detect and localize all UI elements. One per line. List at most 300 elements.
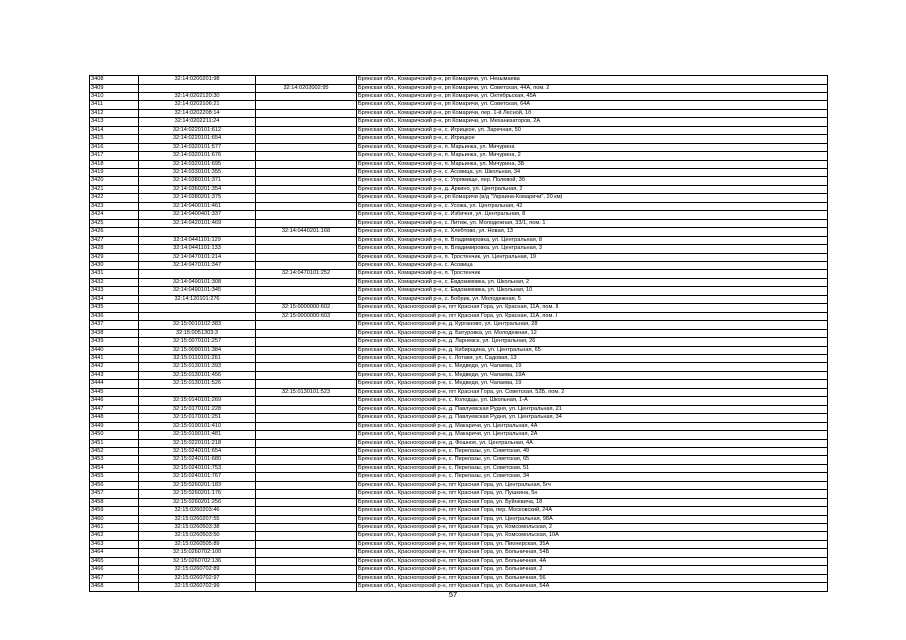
- premises-cadastral-number-cell: [256, 177, 357, 186]
- address-cell: Брянская обл., Комаричский р-н, п. Тростенчик, ул. Центральная, 19: [357, 253, 828, 261]
- row-number-cell: 3426: [90, 228, 139, 237]
- cadastral-number-cell: 32:15:0260207:55: [139, 515, 256, 524]
- premises-cadastral-number-cell: 32:15:0130101:523: [256, 388, 357, 396]
- row-number-cell: 3416: [90, 143, 139, 152]
- table-row: [90, 118, 828, 126]
- address-cell: Брянская обл., Красногорский р-н, д. Павлуевская Рудня, ул. Центральная, 34: [357, 414, 828, 423]
- row-number-cell: 3429: [90, 253, 139, 261]
- row-number-cell: 3457: [90, 490, 139, 498]
- premises-cadastral-number-cell: [256, 397, 357, 406]
- premises-cadastral-number-cell: [256, 439, 357, 447]
- row-number-cell: 3434: [90, 295, 139, 304]
- row-number-cell: 3432: [90, 278, 139, 287]
- cadastral-number-cell: 32:14:0320101:577: [139, 143, 256, 152]
- row-number-cell: 3427: [90, 236, 139, 244]
- address-cell: Брянская обл., Красногорский р-н, с. Перелазы, ул. Советская, 51: [357, 464, 828, 473]
- cadastral-number-cell: 32:14:0470101:214: [139, 253, 256, 261]
- row-number-cell: 3446: [90, 397, 139, 406]
- cadastral-number-cell: 32:14:0490101:345: [139, 287, 256, 295]
- premises-cadastral-number-cell: [256, 338, 357, 346]
- table-row: [90, 194, 828, 203]
- address-cell: Брянская обл., Комаричский р-н, с. Игрицкое, ул. Заречная, 50: [357, 126, 828, 135]
- address-cell: Брянская обл., Комаричский р-н, с. Асовица, ул. Школьная, 34: [357, 169, 828, 177]
- page-number: 57: [448, 590, 458, 599]
- row-number-cell: 3463: [90, 540, 139, 548]
- table-row: [90, 160, 828, 169]
- address-cell: Брянская обл., Красногорский р-н, с. Перелазы, ул. Советская, 65: [357, 456, 828, 464]
- row-number-cell: 3464: [90, 549, 139, 558]
- row-number-cell: 3467: [90, 574, 139, 582]
- premises-cadastral-number-cell: [256, 574, 357, 582]
- table-row: [90, 278, 828, 287]
- table-row: [90, 532, 828, 541]
- table-row: [90, 405, 828, 413]
- cadastral-number-cell: 32:14:0220101:612: [139, 126, 256, 135]
- table-row: [90, 464, 828, 473]
- premises-cadastral-number-cell: 32:14:0202002:95: [256, 84, 357, 92]
- address-cell: Брянская обл., Красногорский р-н, пгт Красная Гора, ул. Больничная, 2: [357, 566, 828, 575]
- table-row: [90, 92, 828, 101]
- premises-cadastral-number-cell: [256, 380, 357, 389]
- table-row: [90, 524, 828, 532]
- address-cell: Брянская обл., Комаричский р-н, с. Литиж, ул. Молодежная, 33/1, пом. 1: [357, 219, 828, 227]
- cadastral-number-cell: 32:15:0260503:50: [139, 532, 256, 541]
- premises-cadastral-number-cell: [256, 515, 357, 524]
- table-row: [90, 540, 828, 548]
- cadastral-number-cell: 32:14:0202208:14: [139, 109, 256, 118]
- premises-cadastral-number-cell: [256, 126, 357, 135]
- cadastral-number-cell: 32:15:0260201:256: [139, 498, 256, 507]
- row-number-cell: 3420: [90, 177, 139, 186]
- address-cell: Брянская обл., Красногорский р-н, д. Павлуевская Рудня, ул. Центральная, 21: [357, 405, 828, 413]
- table-row: [90, 515, 828, 524]
- cadastral-number-cell: [139, 304, 256, 312]
- address-cell: Брянская обл., Комаричский р-н, с. Хлебтово, ул. Новая, 13: [357, 228, 828, 237]
- cadastral-number-cell: [139, 228, 256, 237]
- cadastral-number-cell: 32:15:0110101:261: [139, 355, 256, 363]
- address-cell: Брянская обл., Красногорский р-н, с. Перелазы, ул. Советская, 49: [357, 447, 828, 456]
- address-cell: Брянская обл., Красногорский р-н, пгт Красная Гора, ул. Больничная, 54Б: [357, 549, 828, 558]
- cadastral-number-cell: 32:15:0190101:410: [139, 422, 256, 430]
- address-cell: Брянская обл., Комаричский р-н, рп Комаричи, ул. Незымаева: [357, 76, 828, 85]
- premises-cadastral-number-cell: [256, 219, 357, 227]
- row-number-cell: 3450: [90, 431, 139, 440]
- cadastral-number-cell: 32:15:0130101:526: [139, 380, 256, 389]
- address-cell: Брянская обл., Красногорский р-н, д. Курганово, ул. Центральная, 28: [357, 321, 828, 329]
- premises-cadastral-number-cell: [256, 109, 357, 118]
- table-row: [90, 346, 828, 355]
- cadastral-number-cell: 32:14:0202211:24: [139, 118, 256, 126]
- table-row: [90, 414, 828, 423]
- cadastral-number-cell: 32:15:0260203:46: [139, 507, 256, 515]
- table-row: [90, 473, 828, 481]
- row-number-cell: 3445: [90, 388, 139, 396]
- cadastral-number-cell: 32:15:0240101:680: [139, 456, 256, 464]
- cadastral-number-cell: 32:15:0190101:481: [139, 431, 256, 440]
- table-row: [90, 76, 828, 85]
- premises-cadastral-number-cell: [256, 405, 357, 413]
- cadastral-number-cell: 32:15:0240101:753: [139, 464, 256, 473]
- premises-cadastral-number-cell: [256, 202, 357, 210]
- premises-cadastral-number-cell: [256, 431, 357, 440]
- cadastral-number-cell: 32:14:0202120:30: [139, 92, 256, 101]
- address-cell: Брянская обл., Комаричский р-н, рп Комаричи, ул. Октябрьская, 45А: [357, 92, 828, 101]
- table-row: [90, 481, 828, 490]
- address-cell: Брянская обл., Красногорский р-н, с. Перелазы, ул. Советская, 34: [357, 473, 828, 481]
- premises-cadastral-number-cell: [256, 447, 357, 456]
- premises-cadastral-number-cell: [256, 92, 357, 101]
- row-number-cell: 3461: [90, 524, 139, 532]
- address-cell: Брянская обл., Красногорский р-н, пгт Красная Гора, ул. Пионерская, 35А: [357, 540, 828, 548]
- premises-cadastral-number-cell: [256, 185, 357, 193]
- table-row: [90, 388, 828, 396]
- row-number-cell: 3465: [90, 557, 139, 565]
- table-row: [90, 109, 828, 118]
- row-number-cell: 3466: [90, 566, 139, 575]
- row-number-cell: 3451: [90, 439, 139, 447]
- address-cell: Брянская обл., Красногорский р-н, д. Батуровка, ул. Молодежная, 12: [357, 329, 828, 338]
- cadastral-number-cell: 32:14:0470101:347: [139, 261, 256, 270]
- table-row: [90, 152, 828, 160]
- cadastral-number-cell: 32:14:0441101:133: [139, 245, 256, 254]
- address-cell: Брянская обл., Комаричский р-н, рп Комаричи, ул. Советская, 64А: [357, 101, 828, 109]
- table-row: [90, 169, 828, 177]
- premises-cadastral-number-cell: [256, 498, 357, 507]
- cadastral-number-cell: 32:15:0260702:99: [139, 583, 256, 592]
- row-number-cell: 3449: [90, 422, 139, 430]
- table-row: [90, 101, 828, 109]
- cadastral-number-cell: 32:15:0130101:393: [139, 363, 256, 372]
- address-cell: Брянская обл., Комаричский р-н, с. Усожа, ул. Центральная, 42: [357, 202, 828, 210]
- cadastral-number-cell: 32:15:0260702:97: [139, 574, 256, 582]
- table-row: [90, 261, 828, 270]
- premises-cadastral-number-cell: [256, 143, 357, 152]
- address-cell: Брянская обл., Красногорский р-н, пгт Красная Гора, ул. Комсомольская, 10А: [357, 532, 828, 541]
- table-row: [90, 380, 828, 389]
- cadastral-number-cell: [139, 270, 256, 278]
- cadastral-number-cell: 32:14:0441101:129: [139, 236, 256, 244]
- cadastral-number-cell: 32:14:0400401:337: [139, 211, 256, 220]
- row-number-cell: 3410: [90, 92, 139, 101]
- table-row: [90, 355, 828, 363]
- cadastral-number-cell: 32:14:0360201:354: [139, 185, 256, 193]
- row-number-cell: 3452: [90, 447, 139, 456]
- cadastral-number-cell: [139, 388, 256, 396]
- table-row: [90, 177, 828, 186]
- cadastral-number-cell: 32:15:0170101:228: [139, 405, 256, 413]
- table-row: [90, 295, 828, 304]
- row-number-cell: 3444: [90, 380, 139, 389]
- premises-cadastral-number-cell: [256, 414, 357, 423]
- table-row: [90, 363, 828, 372]
- premises-cadastral-number-cell: [256, 456, 357, 464]
- table-row: [90, 228, 828, 237]
- row-number-cell: 3424: [90, 211, 139, 220]
- address-cell: Брянская обл., Комаричский р-н, с. Асовица: [357, 261, 828, 270]
- table-row: [90, 397, 828, 406]
- premises-cadastral-number-cell: 32:15:0000000:603: [256, 312, 357, 321]
- property-table: [89, 75, 828, 592]
- cadastral-number-cell: 32:14:0320101:695: [139, 160, 256, 169]
- row-number-cell: 3431: [90, 270, 139, 278]
- address-cell: Брянская обл., Красногорский р-н, пгт Красная Гора, пер. Московский, 24А: [357, 507, 828, 515]
- row-number-cell: 3423: [90, 202, 139, 210]
- premises-cadastral-number-cell: [256, 422, 357, 430]
- address-cell: Брянская обл., Комаричский р-н, рп Комаричи, ул. Механизаторов, 2А: [357, 118, 828, 126]
- row-number-cell: 3421: [90, 185, 139, 193]
- premises-cadastral-number-cell: [256, 355, 357, 363]
- cadastral-number-cell: 32:15:0260702:136: [139, 557, 256, 565]
- cadastral-number-cell: 32:15:0220101:218: [139, 439, 256, 447]
- row-number-cell: 3455: [90, 473, 139, 481]
- table-row: [90, 126, 828, 135]
- address-cell: Брянская обл., Красногорский р-н, пгт Красная Гора, ул. Буйневича, 18: [357, 498, 828, 507]
- premises-cadastral-number-cell: [256, 135, 357, 143]
- address-cell: Брянская обл., Комаричский р-н, с. Игрицкое: [357, 135, 828, 143]
- row-number-cell: 3430: [90, 261, 139, 270]
- table-row: [90, 236, 828, 244]
- address-cell: Брянская обл., Красногорский р-н, пгт Красная Гора, ул. Больничная, 4А: [357, 557, 828, 565]
- address-cell: Брянская обл., Красногорский р-н, пгт Красная Гора, ул. Больничная, 54А: [357, 583, 828, 592]
- row-number-cell: 3411: [90, 101, 139, 109]
- premises-cadastral-number-cell: [256, 566, 357, 575]
- table-row: [90, 549, 828, 558]
- address-cell: Брянская обл., Комаричский р-н, п. Владимировка, ул. Центральная, 8: [357, 236, 828, 244]
- table-row: [90, 211, 828, 220]
- premises-cadastral-number-cell: [256, 507, 357, 515]
- address-cell: Брянская обл., Комаричский р-н, п. Марьинка, ул. Мичурина, 3Б: [357, 160, 828, 169]
- address-cell: Брянская обл., Комаричский р-н, п. Тростенчик: [357, 270, 828, 278]
- cadastral-number-cell: 32:15:0130101:456: [139, 371, 256, 379]
- address-cell: Брянская обл., Комаричский р-н, рп Комаричи, пер. 1-й Лесной, 1б: [357, 109, 828, 118]
- premises-cadastral-number-cell: [256, 346, 357, 355]
- table-row: [90, 185, 828, 193]
- cadastral-number-cell: 32:15:0260702:89: [139, 566, 256, 575]
- premises-cadastral-number-cell: [256, 473, 357, 481]
- cadastral-number-cell: 32:14:0200201:98: [139, 76, 256, 85]
- row-number-cell: 3459: [90, 507, 139, 515]
- premises-cadastral-number-cell: 32:14:0470101:252: [256, 270, 357, 278]
- cadastral-number-cell: 32:14:0330101:355: [139, 169, 256, 177]
- row-number-cell: 3447: [90, 405, 139, 413]
- address-cell: Брянская обл., Комаричский р-н, п. Марьинка, ул. Мичурина, 2: [357, 152, 828, 160]
- address-cell: Брянская обл., Красногорский р-н, с. Колодцы, ул. Школьная, 1-А: [357, 397, 828, 406]
- address-cell: Брянская обл., Красногорский р-н, пгт Красная Гора, ул. Красная, 11А, пом. I: [357, 312, 828, 321]
- premises-cadastral-number-cell: [256, 245, 357, 254]
- premises-cadastral-number-cell: [256, 118, 357, 126]
- row-number-cell: 3468: [90, 583, 139, 592]
- cadastral-number-cell: 32:15:0260201:176: [139, 490, 256, 498]
- address-cell: Брянская обл., Комаричский р-н, рп Комаричи, ул. Советская, 44А, пом. 2: [357, 84, 828, 92]
- premises-cadastral-number-cell: [256, 295, 357, 304]
- address-cell: Брянская обл., Комаричский р-н, с. Упрямище, пер. Полевой, 3б: [357, 177, 828, 186]
- address-cell: Брянская обл., Красногорский р-н, с. Медведи, ул. Чапаева, 19А: [357, 371, 828, 379]
- cadastral-number-cell: 32:14:0400101:461: [139, 202, 256, 210]
- premises-cadastral-number-cell: [256, 329, 357, 338]
- address-cell: Брянская обл., Комаричский р-н, д. Аркино, ул. Центральная, 2: [357, 185, 828, 193]
- cadastral-number-cell: [139, 84, 256, 92]
- row-number-cell: 3412: [90, 109, 139, 118]
- table-row: [90, 245, 828, 254]
- premises-cadastral-number-cell: [256, 363, 357, 372]
- row-number-cell: 3448: [90, 414, 139, 423]
- premises-cadastral-number-cell: [256, 253, 357, 261]
- address-cell: Брянская обл., Комаричский р-н, с. Евдокимовка, ул. Школьная, 10: [357, 287, 828, 295]
- cadastral-number-cell: 32:14:0380101:371: [139, 177, 256, 186]
- table-row: [90, 456, 828, 464]
- cadastral-number-cell: 32:15:0240101:654: [139, 447, 256, 456]
- row-number-cell: 3454: [90, 464, 139, 473]
- cadastral-number-cell: 32:14:0202106:21: [139, 101, 256, 109]
- table-row: [90, 557, 828, 565]
- row-number-cell: 3414: [90, 126, 139, 135]
- table-row: [90, 329, 828, 338]
- address-cell: Брянская обл., Комаричский р-н, с. Избичня, ул. Центральная, 8: [357, 211, 828, 220]
- row-number-cell: 3442: [90, 363, 139, 372]
- row-number-cell: 3456: [90, 481, 139, 490]
- table-row: [90, 338, 828, 346]
- row-number-cell: 3433: [90, 287, 139, 295]
- premises-cadastral-number-cell: [256, 321, 357, 329]
- cadastral-number-cell: 32:15:0260505:89: [139, 540, 256, 548]
- table-row: [90, 566, 828, 575]
- table-row: [90, 202, 828, 210]
- row-number-cell: 3418: [90, 160, 139, 169]
- address-cell: Брянская обл., Комаричский р-н, с. Евдокимовка, ул. Школьная, 2: [357, 278, 828, 287]
- row-number-cell: 3413: [90, 118, 139, 126]
- row-number-cell: 3428: [90, 245, 139, 254]
- address-cell: Брянская обл., Красногорский р-н, с. Лотаки, ул. Садовая, 13: [357, 355, 828, 363]
- table-row: [90, 253, 828, 261]
- row-number-cell: 3417: [90, 152, 139, 160]
- premises-cadastral-number-cell: [256, 160, 357, 169]
- premises-cadastral-number-cell: [256, 481, 357, 490]
- address-cell: Брянская обл., Красногорский р-н, с. Медведи, ул. Чапаева, 19: [357, 380, 828, 389]
- premises-cadastral-number-cell: [256, 152, 357, 160]
- premises-cadastral-number-cell: 32:14:0440201:168: [256, 228, 357, 237]
- cadastral-number-cell: 32:14:0420101:469: [139, 219, 256, 227]
- cadastral-number-cell: 32:15:0260702:100: [139, 549, 256, 558]
- premises-cadastral-number-cell: [256, 371, 357, 379]
- address-cell: Брянская обл., Комаричский р-н, п. Марьинка, ул. Мичурина: [357, 143, 828, 152]
- row-number-cell: 3422: [90, 194, 139, 203]
- row-number-cell: 3419: [90, 169, 139, 177]
- row-number-cell: 3453: [90, 456, 139, 464]
- cadastral-number-cell: 32:15:0070101:257: [139, 338, 256, 346]
- table-row: [90, 422, 828, 430]
- premises-cadastral-number-cell: [256, 490, 357, 498]
- table-row: [90, 270, 828, 278]
- cadastral-number-cell: 32:15:0051303:3: [139, 329, 256, 338]
- row-number-cell: 3435: [90, 304, 139, 312]
- premises-cadastral-number-cell: [256, 532, 357, 541]
- address-cell: Брянская обл., Комаричский р-н, с. Бобрик, ул. Молодежная, 5: [357, 295, 828, 304]
- row-number-cell: 3458: [90, 498, 139, 507]
- premises-cadastral-number-cell: [256, 101, 357, 109]
- table-body: [90, 76, 828, 592]
- row-number-cell: 3462: [90, 532, 139, 541]
- premises-cadastral-number-cell: [256, 236, 357, 244]
- row-number-cell: 3443: [90, 371, 139, 379]
- cadastral-number-cell: 32:15:0010102:383: [139, 321, 256, 329]
- table-row: [90, 84, 828, 92]
- address-cell: Брянская обл., Красногорский р-н, пгт Красная Гора, ул. Центральная, 98А: [357, 515, 828, 524]
- address-cell: Брянская обл., Красногорский р-н, пгт Красная Гора, ул. Центральная, 5гч: [357, 481, 828, 490]
- address-cell: Брянская обл., Красногорский р-н, д. Кибирщина, ул. Центральная, 65: [357, 346, 828, 355]
- row-number-cell: 3425: [90, 219, 139, 227]
- address-cell: Брянская обл., Красногорский р-н, пгт Красная Гора, ул. Советская, 52Б, пом. 2: [357, 388, 828, 396]
- table-row: [90, 287, 828, 295]
- row-number-cell: 3440: [90, 346, 139, 355]
- cadastral-number-cell: 32:15:0170101:251: [139, 414, 256, 423]
- cadastral-number-cell: 32:14:0220101:654: [139, 135, 256, 143]
- table-row: [90, 490, 828, 498]
- cadastral-number-cell: 32:14:0320101:676: [139, 152, 256, 160]
- cadastral-number-cell: 32:15:0260201:183: [139, 481, 256, 490]
- premises-cadastral-number-cell: [256, 557, 357, 565]
- premises-cadastral-number-cell: [256, 524, 357, 532]
- premises-cadastral-number-cell: [256, 76, 357, 85]
- address-cell: Брянская обл., Красногорский р-н, д. Ларневск, ул. Центральная, 26: [357, 338, 828, 346]
- table-row: [90, 304, 828, 312]
- row-number-cell: 3460: [90, 515, 139, 524]
- table-row: [90, 439, 828, 447]
- address-cell: Брянская обл., Красногорский р-н, д. Макаричи, ул. Центральная, 4А: [357, 422, 828, 430]
- row-number-cell: 3409: [90, 84, 139, 92]
- row-number-cell: 3439: [90, 338, 139, 346]
- premises-cadastral-number-cell: [256, 278, 357, 287]
- row-number-cell: 3408: [90, 76, 139, 85]
- premises-cadastral-number-cell: [256, 169, 357, 177]
- cadastral-number-cell: 32:15:0140101:269: [139, 397, 256, 406]
- cadastral-number-cell: 32:15:0090101:384: [139, 346, 256, 355]
- premises-cadastral-number-cell: [256, 540, 357, 548]
- address-cell: Брянская обл., Красногорский р-н, пгт Красная Гора, ул. Красная, 11А, пом. II: [357, 304, 828, 312]
- address-cell: Брянская обл., Красногорский р-н, д. Фошное, ул. Центральная, 4А: [357, 439, 828, 447]
- table-row: [90, 574, 828, 582]
- premises-cadastral-number-cell: [256, 464, 357, 473]
- address-cell: Брянская обл., Красногорский р-н, с. Медведи, ул. Чапаева, 19: [357, 363, 828, 372]
- cadastral-number-cell: 32:15:0240101:767: [139, 473, 256, 481]
- table-row: [90, 143, 828, 152]
- row-number-cell: 3441: [90, 355, 139, 363]
- premises-cadastral-number-cell: [256, 549, 357, 558]
- table-row: [90, 447, 828, 456]
- row-number-cell: 3436: [90, 312, 139, 321]
- cadastral-number-cell: 32:14:120101:276: [139, 295, 256, 304]
- address-cell: Брянская обл., Комаричский р-н, п. Владимировка, ул. Центральная, 3: [357, 245, 828, 254]
- premises-cadastral-number-cell: [256, 211, 357, 220]
- table-row: [90, 371, 828, 379]
- table-row: [90, 219, 828, 227]
- cadastral-number-cell: 32:14:0490101:308: [139, 278, 256, 287]
- premises-cadastral-number-cell: [256, 194, 357, 203]
- premises-cadastral-number-cell: 32:15:0000000:602: [256, 304, 357, 312]
- premises-cadastral-number-cell: [256, 287, 357, 295]
- table-row: [90, 312, 828, 321]
- row-number-cell: 3437: [90, 321, 139, 329]
- address-cell: Брянская обл., Красногорский р-н, д. Макаричи, ул. Центральная, 2А: [357, 431, 828, 440]
- address-cell: Брянская обл., Красногорский р-н, пгт Красная Гора, ул. Больничная, 56: [357, 574, 828, 582]
- address-cell: Брянская обл., Комаричский р-н, рп Комаричи (в/д "Украина-Комаричи", 20 км): [357, 194, 828, 203]
- row-number-cell: 3438: [90, 329, 139, 338]
- cadastral-number-cell: [139, 312, 256, 321]
- table-row: [90, 135, 828, 143]
- address-cell: Брянская обл., Красногорский р-н, пгт Красная Гора, ул. Комсомольская, 2: [357, 524, 828, 532]
- table-row: [90, 431, 828, 440]
- address-cell: Брянская обл., Красногорский р-н, пгт Красная Гора, ул. Пушкина, 5н: [357, 490, 828, 498]
- premises-cadastral-number-cell: [256, 261, 357, 270]
